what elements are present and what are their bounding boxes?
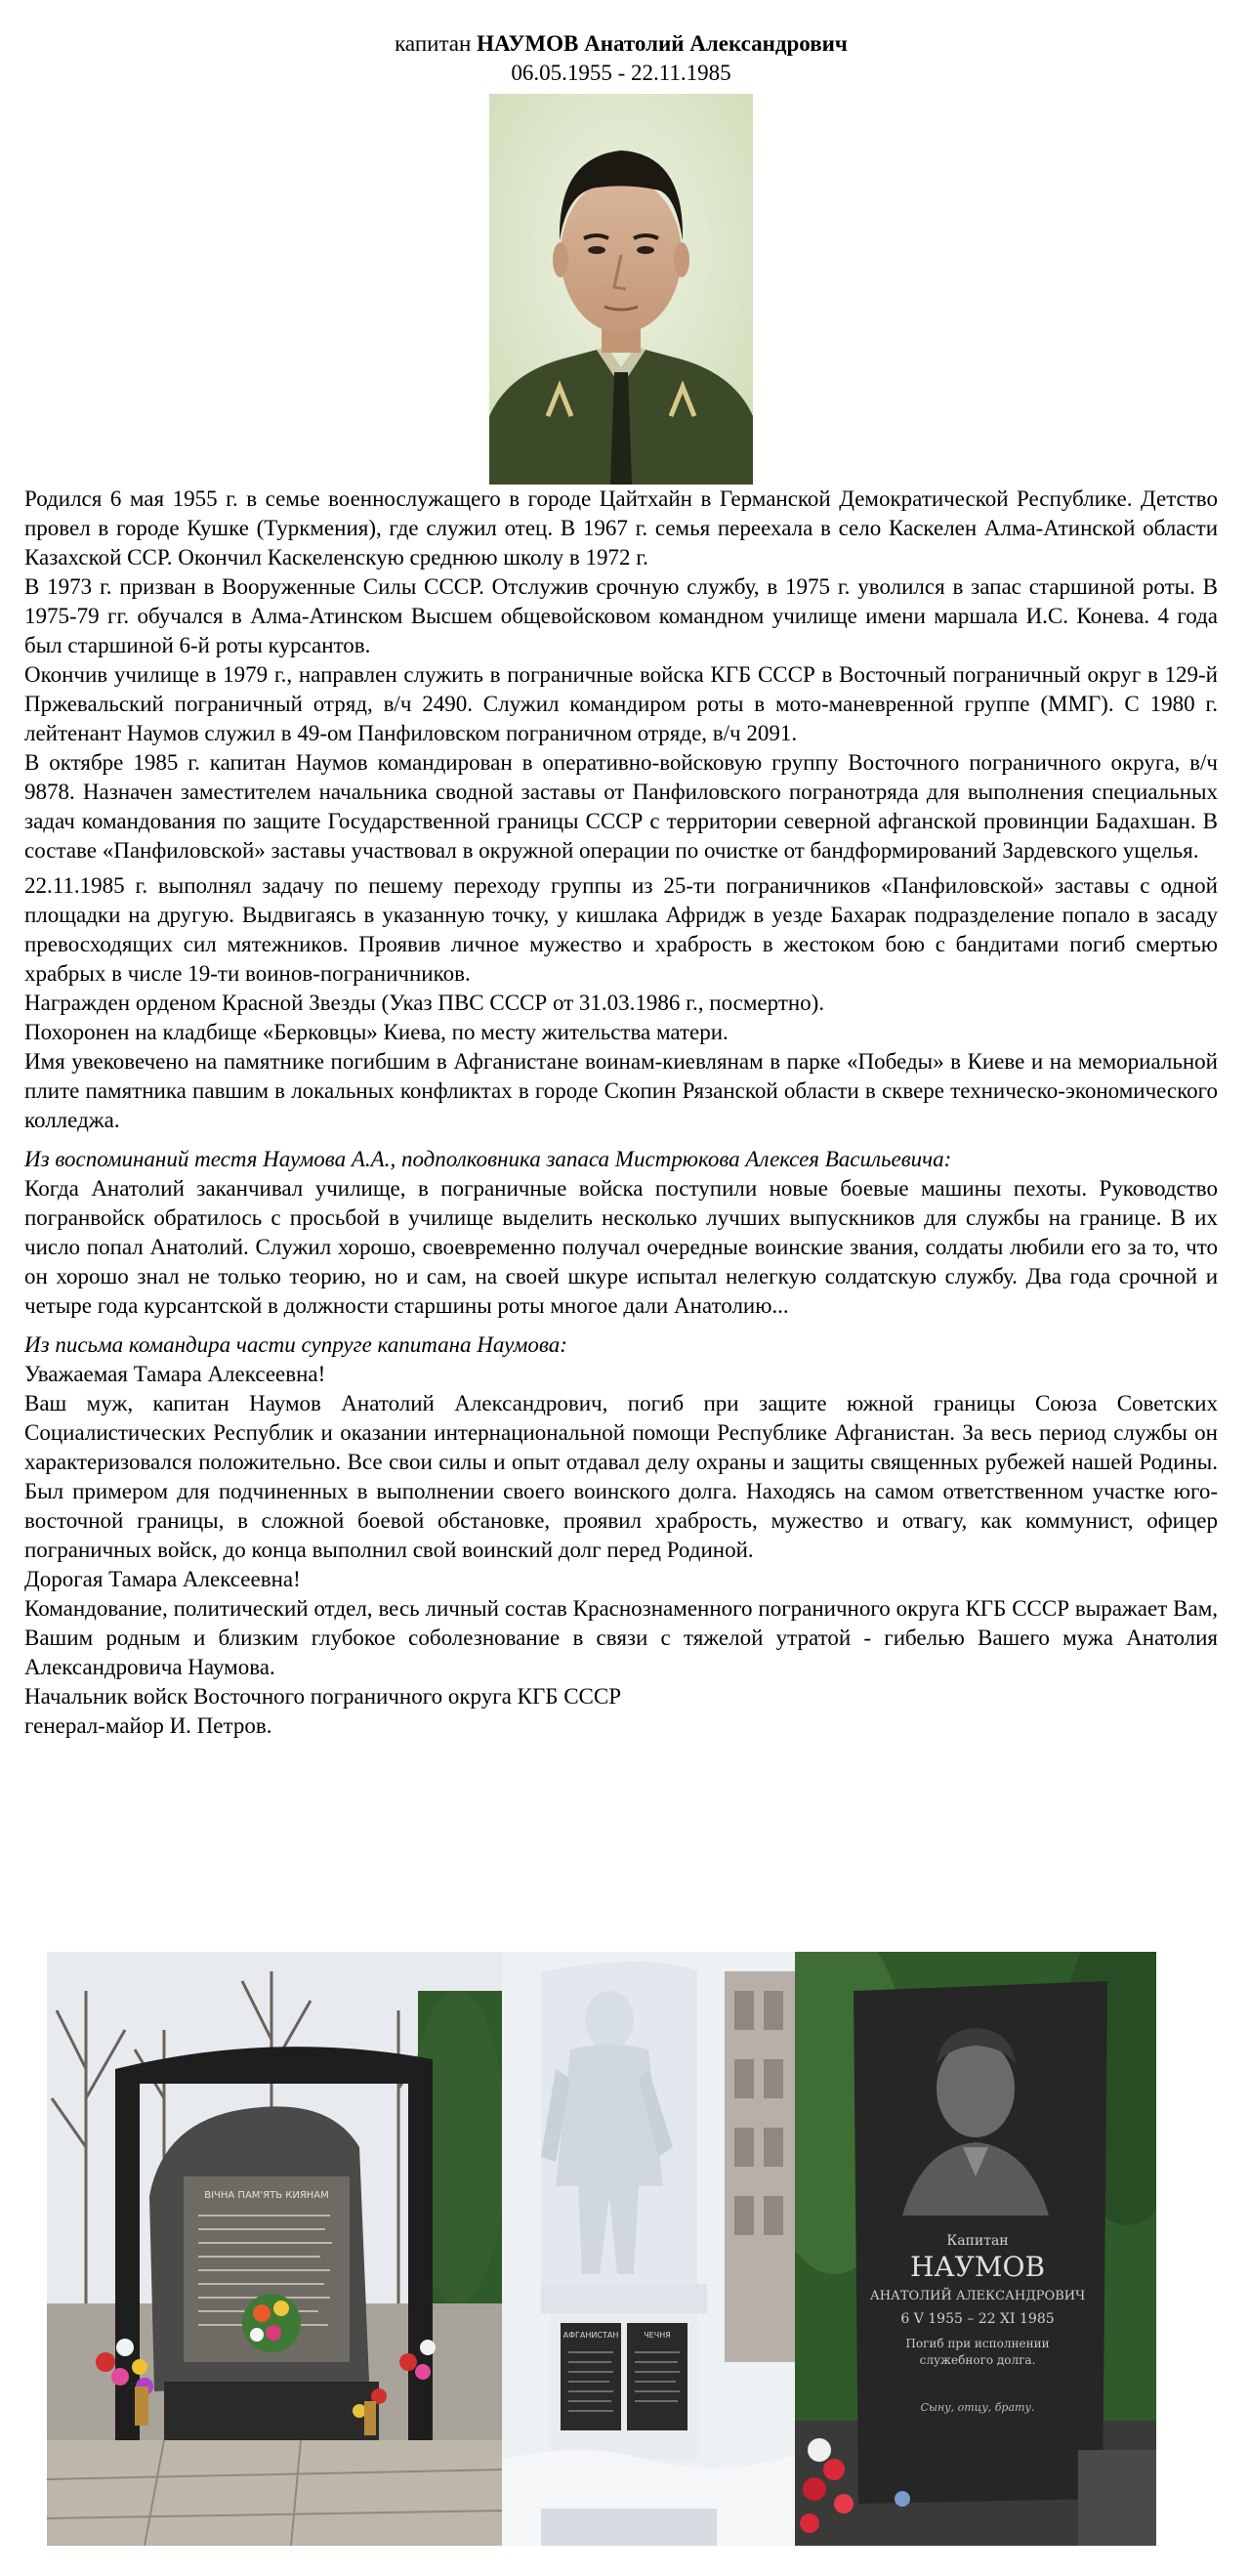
- quote-intro: Из письма командира части супруге капитана Наумова:: [24, 1332, 567, 1357]
- paragraph: Родился 6 мая 1955 г. в семье военнослужащего в городе Цайтхайн в Германской Демократической Республике. Детство провел в городе Кушке (Туркмения), где служил отец. В 1967 г. семья переехала в село Каскелен Алма-Атинской области Казахской ССР. Окончил Каскеленскую среднюю школу в 1972 г.: [24, 486, 1218, 570]
- paragraph: Уважаемая Тамара Алексеевна!: [24, 1362, 326, 1386]
- grave-line2: служебного долга.: [919, 2353, 1036, 2367]
- kiev-memorial-photo: [47, 1952, 502, 2546]
- skopin-monument-photo: [502, 1952, 795, 2546]
- grave-rank: Капитан: [946, 2233, 1009, 2249]
- paragraph: Окончив училище в 1979 г., направлен служить в пограничные войска КГБ СССР в Восточный пограничный округ в 129-й Пржевальский пограничный отряд, в/ч 2490. Служил командиром роты в мото-маневренной группе (ММГ). С 1980 г. лейтенант Наумов служил в 49-ом Панфиловском пограничном отряде, в/ч 2091.: [24, 662, 1218, 745]
- grave-name: АНАТОЛИЙ АЛЕКСАНДРОВИЧ: [869, 2289, 1086, 2303]
- paragraph: генерал-майор И. Петров.: [24, 1713, 272, 1738]
- paragraph: Похоронен на кладбище «Берковцы» Киева, по месту жительства матери.: [24, 1020, 729, 1044]
- title-line: [24, 29, 1218, 59]
- life-dates: 06.05.1955 - 22.11.1985: [511, 61, 731, 85]
- paragraph: 22.11.1985 г. выполнял задачу по пешему переходу группы из 25-ти пограничников «Панфиловской» заставы с одной площадки на другую. Выдвигаясь в указанную точку, у кишлака Афридж в уезде Бахарак подразделение попало в засаду превосходящих сил мятежников. Проявив личное мужество и храбрость в жестоком бою с бандитами погиб смертью храбрых в числе 19-ти воинов-пограничников.: [24, 873, 1218, 986]
- hero-name: НАУМОВ Анатолий Александрович: [477, 31, 848, 56]
- grave-dates: 6 V 1955 – 22 XI 1985: [900, 2311, 1055, 2327]
- paragraph: Когда Анатолий заканчивал училище, в пограничные войска поступили новые боевые машины пехоты. Руководство погранвойск обратилось с просьбой в училище выделить несколько лучших выпускников для службы на границе. В их число попал Анатолий. Служил хорошо, своевременно получал очередные воинские звания, солдаты любили его за то, что он хорошо знал не только теорию, но и сам, на своей шкуре испытал нелегкую солдатскую службу. Два года срочной и четыре года курсантской в должности старшины роты многое дали Анатолию...: [24, 1176, 1218, 1318]
- memorial-photos: [47, 1952, 1156, 2546]
- skopin-left-plaque-title: АФГАНИСТАН: [562, 2331, 619, 2340]
- kiev-plaque-heading: ВІЧНА ПАМ'ЯТЬ КИЯНАМ: [204, 2190, 329, 2201]
- quote-intro: Из воспоминаний тестя Наумова А.А., подполковника запаса Мистрюкова Алексея Васильевича:: [24, 1147, 952, 1171]
- paragraph: Ваш муж, капитан Наумов Анатолий Александрович, погиб при защите южной границы Союза Советских Социалистических Республик и оказании интернациональной помощи Республике Афганистан. За весь период службы он характеризовался положительно. Все свои силы и опыт отдавал делу охраны и защиты священных рубежей нашей Родины. Был примером для подчиненных в выполнении своего воинского долга. Находясь на самом ответственном участке юго-восточной границы, в сложной боевой обстановке, проявил храбрость, мужество и отвагу, как коммунист, офицер пограничных войск, до конца выполнил свой воинский долг перед Родиной.: [24, 1391, 1218, 1562]
- paragraph: Командование, политический отдел, весь личный состав Краснознаменного пограничного округа КГБ СССР выражает Вам, Вашим родным и близким глубокое соболезнование в связи с тяжелой утратой - гибелью Вашего мужа Анатолия Александровича Наумова.: [24, 1596, 1218, 1679]
- paragraph: Награжден орденом Красной Звезды (Указ ПВС СССР от 31.03.1986 г., посмертно).: [24, 991, 825, 1015]
- grave-line1: Погиб при исполнении: [905, 2337, 1050, 2350]
- portrait-photo: [489, 94, 753, 485]
- biography-text: [24, 485, 1218, 1741]
- document-page: [24, 0, 1218, 1741]
- rank-label: капитан: [395, 31, 472, 56]
- paragraph: В 1973 г. призван в Вооруженные Силы СССР. Отслужив срочную службу, в 1975 г. уволился в запас старшиной роты. В 1975-79 гг. обучался в Алма-Атинском Высшем общевойсковом командном училище имени маршала И.С. Конева. 4 года был старшиной 6-й роты курсантов.: [24, 574, 1218, 657]
- paragraph: В октябре 1985 г. капитан Наумов командирован в оперативно-войсковую группу Восточного пограничного округа, в/ч 9878. Назначен заместителем начальника сводной заставы от Панфиловского погранотряда для выполнения специальных задач командования по защите Государственной границы СССР с территории северной афганской провинции Бадахшан. В составе «Панфиловской» заставы участвовал в окружной операции по очистке от бандформирований Зардевского ущелья.: [24, 750, 1218, 863]
- paragraph: Имя увековечено на памятнике погибшим в Афганистане воинам-киевлянам в парке «Победы» в Киеве и на мемориальной плите памятника павшим в локальных конфликтах в городе Скопин Рязанской области в сквере техническо-экономического колледжа.: [24, 1049, 1218, 1132]
- grave-stone-photo: [795, 1952, 1156, 2546]
- grave-signature: Сыну, отцу, брату.: [920, 2401, 1035, 2414]
- skopin-right-plaque-title: ЧЕЧНЯ: [644, 2331, 671, 2340]
- grave-surname: НАУМОВ: [909, 2251, 1046, 2283]
- paragraph: Дорогая Тамара Алексеевна!: [24, 1567, 301, 1591]
- paragraph: Начальник войск Восточного пограничного округа КГБ СССР: [24, 1684, 622, 1709]
- header: [24, 29, 1218, 88]
